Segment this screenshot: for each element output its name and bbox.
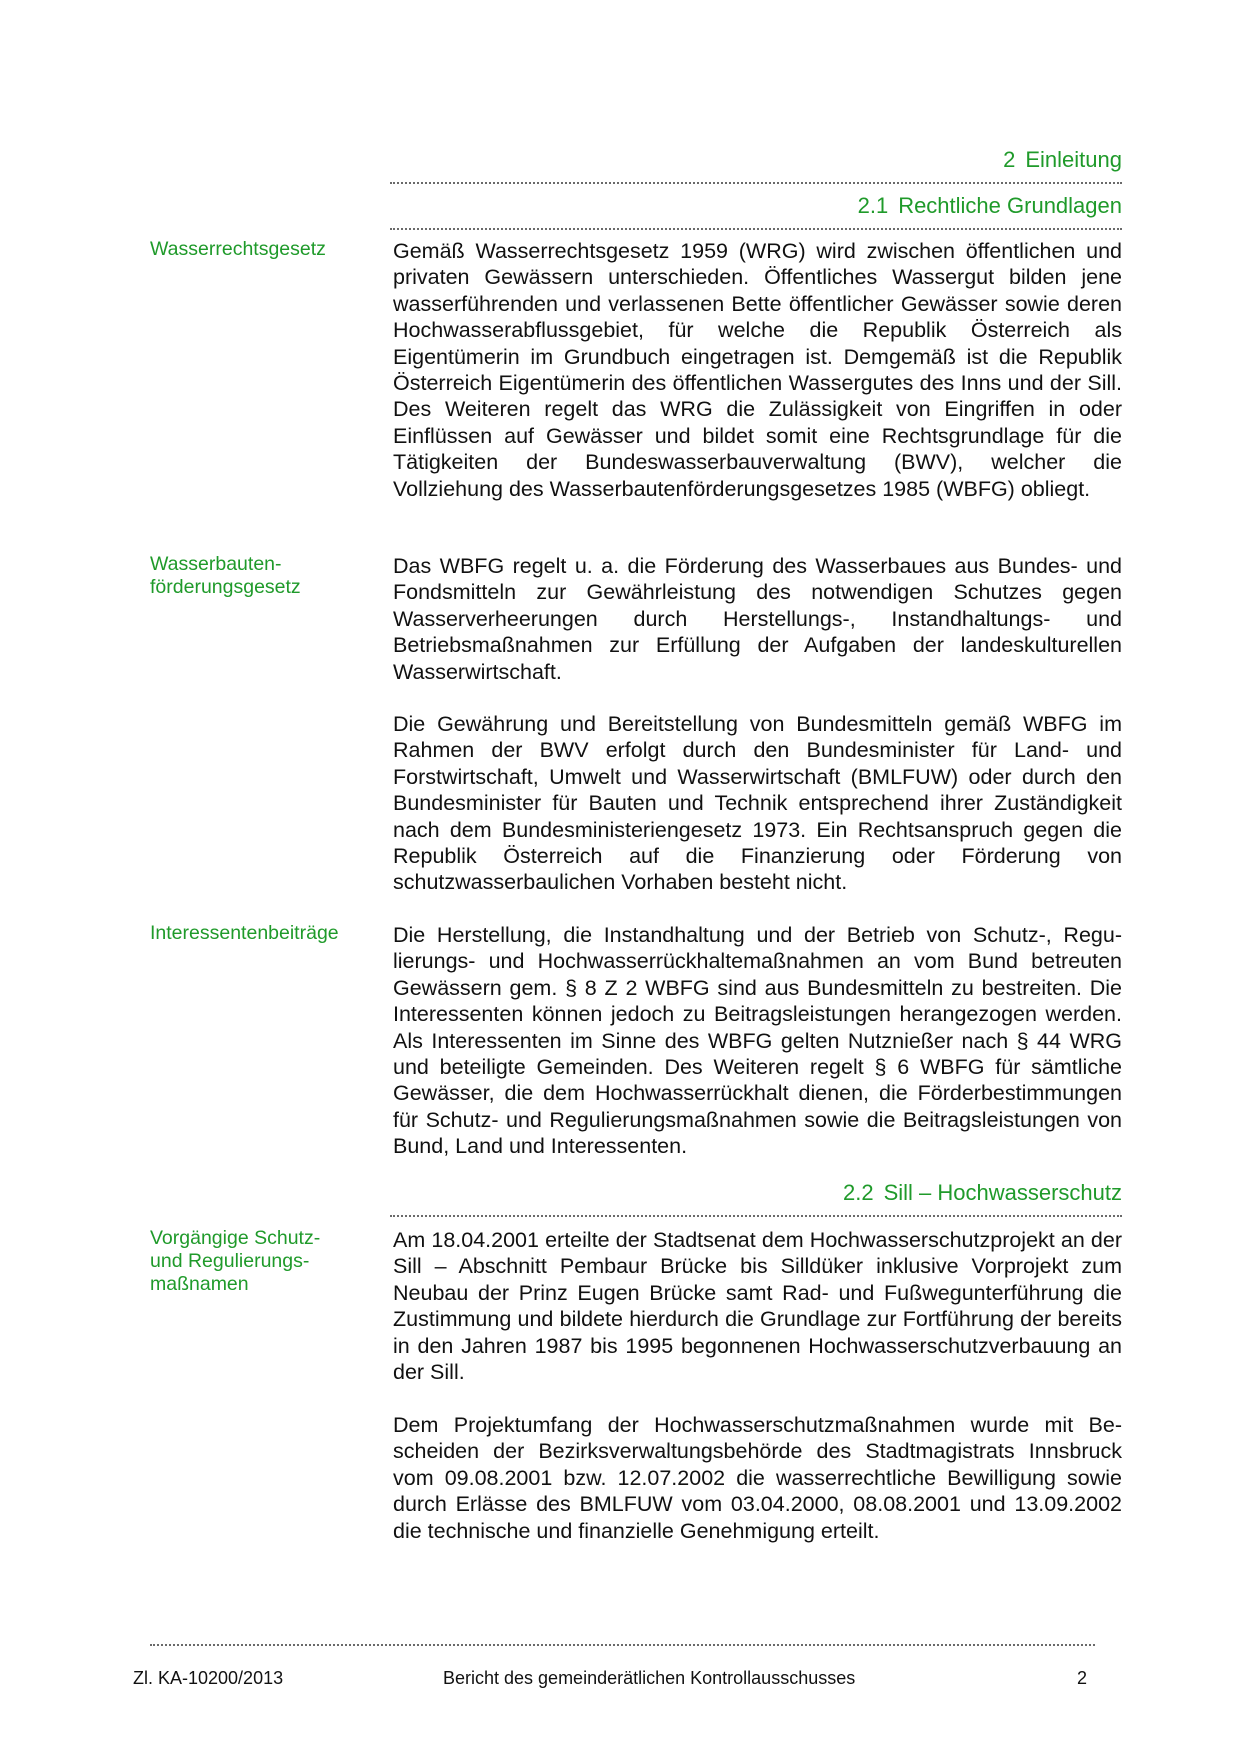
margin-note-line: Wasserbauten- [150,553,282,575]
footer-divider [150,1644,1095,1646]
section-title: Rechtliche Grundlagen [898,193,1122,218]
page-number: 2 [1077,1668,1088,1688]
paragraph-stadtsenat: Am 18.04.2001 erteilte der Stadtsenat dem Hochwasserschutzprojekt an der Sill – Abschnitt Pembaur Brücke bis Silldüker inklusive Vorprojekt zum Neubau der Prinz Eugen Brücke samt Rad- und Fußwegunterführung die Zustimmung und bildete hierdurch die Grundlage zur Fortführung der bereits in den Jahren 1987 bis 1995 begonnenen Hochwasserschutzverbauung an der Sill. [393,1228,1122,1385]
section-title: Sill – Hochwasserschutz [883,1180,1122,1205]
chapter-title: Einleitung [1025,147,1122,172]
section-number: 2.1 [857,193,889,218]
section-heading-2-2 [390,1180,1122,1217]
margin-note-wasserrechtsgesetz [150,238,370,261]
paragraph-projektumfang: Dem Projektumfang der Hochwasserschutzmaßnahmen wurde mit Bescheiden der Bezirksverwaltungsbehörde des Stadtmagistrats Innsbruck vom 09.08.2001 bzw. 12.07.2002 die wasserrechtliche Bewilligung sowie durch Erlässe des BMLFUW vom 03.04.2000, 08.08.2001 und 13.09.2002 die technische und finanzielle Genehmigung erteilt. [393,1413,1122,1543]
margin-note-line: maßnamen [150,1273,249,1295]
margin-note-interessentenbeitraege [150,922,370,945]
footer-report-title: Bericht des gemeinderätlichen Kontrollausschusses [443,1668,856,1688]
paragraph-wrg: Gemäß Wasserrechtsgesetz 1959 (WRG) wird zwischen öffentlichen und privaten Gewässern unterschieden. Öffentliches Wassergut bilden jene wasserführenden und verlassenen Bette öffentlicher Gewässer sowie deren Hochwasserabflussgebiet, für welche die Republik Österreich als Eigentümerin im Grundbuch eingetragen ist. Demgemäß ist die Republik Österreich Eigentümerin des öffentlichen Wassergutes des Inns und der Sill. Des Weiteren regelt das WRG die Zulässigkeit von Eingriffen in oder Einflüssen auf Gewässer und bildet somit eine Rechtsgrundlage für die Tätigkeiten der Bundeswasserbauverwaltung (BWV), welcher die Vollziehung des Wasserbautenförderungsgesetzes 1985 (WBFG) obliegt. [393,239,1122,501]
margin-note-line: und Regulierungs- [150,1250,310,1272]
margin-note-line: Vorgängige Schutz- [150,1227,321,1249]
paragraph-bundesmittel: Die Gewährung und Bereitstellung von Bundesmitteln gemäß WBFG im Rahmen der BWV erfolgt durch den Bundesminister für Land- und Forstwirtschaft, Umwelt und Wasserwirtschaft (BMLFUW) oder durch den Bundesminister für Bauten und Technik entsprechend ihrer Zuständigkeit nach dem Bundesministeriengesetz 1973. Ein Rechtsanspruch gegen die Republik Österreich auf die Finanzierung oder Förderung von schutzwasserbaulichen Vorhaben besteht nicht. [393,712,1122,895]
paragraph-wbfg: Das WBFG regelt u. a. die Förderung des Wasserbaues aus Bundes- und Fondsmitteln zur Gewährleistung des notwendigen Schutzes gegen Wasserverheerungen durch Herstellungs-, Instandhaltungs- und Betriebsmaßnahmen zur Erfüllung der Aufgaben der landeskulturellen Wasserwirtschaft. [393,554,1122,684]
footer-reference: Zl. KA-10200/2013 [133,1668,284,1688]
section-heading-2-1 [390,193,1122,230]
paragraph-interessenten: Die Herstellung, die Instandhaltung und der Betrieb von Schutz-, Regulierungs- und Hochwasserrückhaltemaßnahmen an vom Bund betreuten Gewässern gem. § 8 Z 2 WBFG sind aus Bundesmitteln zu bestreiten. Die Interessenten können jedoch zu Beitragsleistungen herangezogen werden. Als Interessenten im Sinne des WBFG gelten Nutznießer nach § 44 WRG und beteiligte Gemeinden. Des Weiteren regelt § 6 WBFG für sämtliche Gewässer, die dem Hochwasserrückhalt dienen, die Förderbestimmungen für Schutz- und Regulierungsmaßnahmen sowie die Beitragsleistungen von Bund, Land und Interessenten. [393,923,1122,1159]
margin-note-line: Interessentenbeiträge [150,922,339,944]
chapter-number: 2 [1003,147,1016,172]
section-number: 2.2 [842,1180,874,1205]
chapter-heading [390,147,1122,184]
margin-note-vorgaengige-massnahmen [150,1227,370,1296]
margin-note-line: Wasserrechtsgesetz [150,238,326,260]
margin-note-wbfg [150,553,370,599]
margin-note-line: förderungsgesetz [150,576,301,598]
